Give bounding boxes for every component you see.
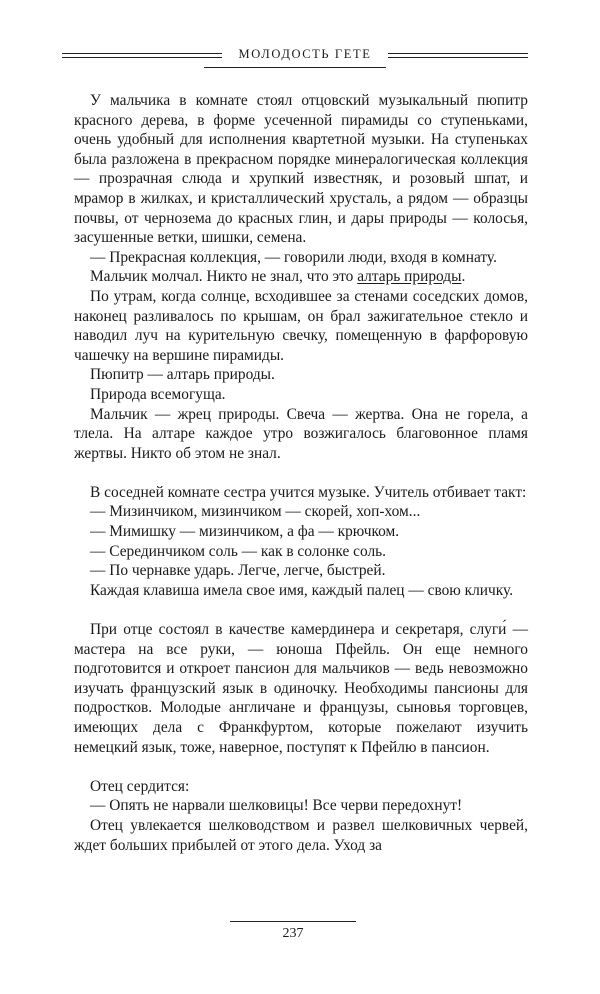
footer-rule: [230, 921, 356, 922]
section-gap: [74, 600, 528, 620]
paragraph: В соседней комнате сестра учится музыке. Учитель отбивает такт:: [90, 483, 527, 501]
page-number: 237: [282, 926, 304, 941]
section-gap: [74, 463, 528, 483]
paragraph: Каждая клавиша имела свое имя, каждый палец — свою кличку.: [90, 581, 514, 599]
paragraph: При отце состоял в качестве камердинера и секретаря, слуги́ — мастера на все руки, — юноша Пфейль. Он еще немного подготовится и откроет пансион для мальчиков — ведь невозможно изучать французский язык в одиночку. Необходимы пансионы для подростков. Молодые англичане и французы, сыновья торговцев, имеющих дела с Франкфуртом, которые пожелают изучить немецкий язык, тоже, наверное, поступят к Пфейлю в пансион.: [74, 621, 528, 756]
header-underline: [204, 67, 386, 68]
dialogue-line: — Мизинчиком, мизинчиком — скорей, хоп-хом...: [90, 503, 421, 521]
header-rule-right-thin: [388, 57, 528, 58]
body-text: [74, 91, 528, 855]
header-rule-left: [62, 53, 222, 54]
dialogue-line: — По чернавке ударь. Легче, легче, быстрей.: [90, 562, 386, 580]
emphasis-underlined: алтарь природы: [357, 268, 462, 286]
silence-end: .: [461, 268, 466, 286]
silence-text: Мальчик молчал. Никто не знал, что это: [90, 268, 358, 286]
header-rule-right: [388, 53, 528, 54]
header-rule-left-thin: [62, 57, 222, 58]
paragraph: Отец увлекается шелководством и развел шелковичных червей, ждет больших прибылей от этого дела. Уход за: [74, 816, 528, 854]
paragraph: Мальчик — жрец природы. Свеча — жертва. Она не горела, а тлела. На алтаре каждое утро возжигалось благовонное пламя жертвы. Никто об этом не знал.: [74, 405, 528, 462]
dialogue-line: — Мимишку — мизинчиком, а фа — крючком.: [90, 523, 400, 541]
paragraph: Природа всемогуща.: [90, 385, 226, 403]
paragraph: Пюпитр — алтарь природы.: [90, 366, 275, 384]
dialogue-line: — Серединчиком соль — как в солонке соль.: [90, 542, 387, 560]
paragraph: У мальчика в комнате стоял отцовский музыкальный пюпитр красного дерева, в форме усеченной пирамиды со ступеньками, очень удобный для исполнения квартетной музыки. На ступеньках была разложена в прекрасном порядке минералогическая коллекция — прозрачная слюда и хрупкий известняк, и розовый шпат, и мрамор в жилках, и кристаллический хрусталь, а рядом — образцы почвы, от чернозема до красных глин, и дары природы — колосья, засушенные ветки, шишки, семена.: [74, 92, 528, 247]
paragraph: По утрам, когда солнце, всходившее за стенами соседских домов, наконец разливалось по крышам, он брал зажигательное стекло и наводил луч на курительную свечку, помещенную в фарфоровую чашечку на вершине пирамиды.: [74, 287, 528, 364]
dialogue-line: — Опять не нарвали шелковицы! Все черви передохнут!: [90, 797, 463, 815]
running-title: МОЛОДОСТЬ ГЕТЕ: [238, 47, 372, 61]
paragraph-silence: [74, 267, 528, 287]
paragraph: — Прекрасная коллекция, — говорили люди, входя в комнату.: [90, 248, 497, 266]
section-gap: [74, 757, 528, 777]
paragraph: Отец сердится:: [90, 777, 190, 795]
running-header: [62, 46, 528, 70]
